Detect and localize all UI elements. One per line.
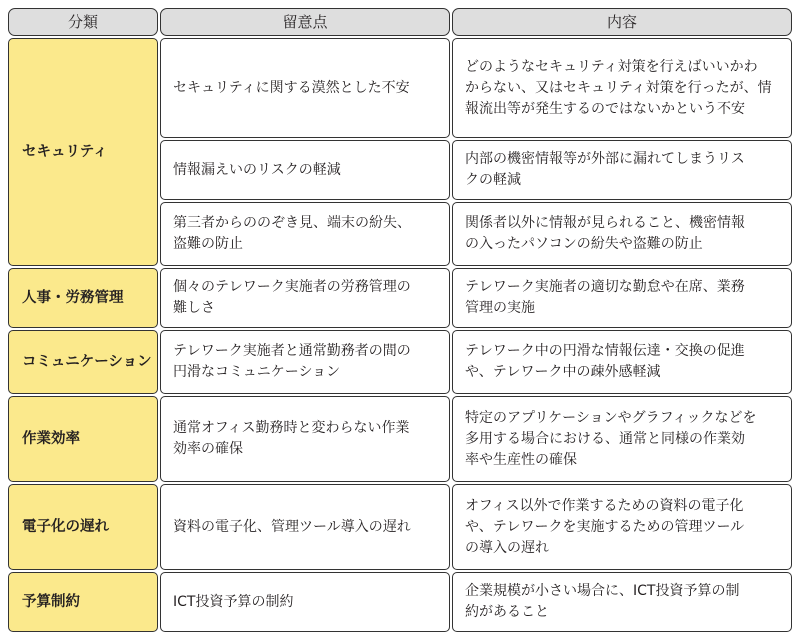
category-security: セキュリティ	[8, 38, 158, 266]
header-category: 分類	[8, 8, 158, 36]
details-cell: オフィス以外で作業するための資料の電子化 や、テレワークを実施するための管理ツール の導入の遅れ	[452, 484, 792, 570]
concern-cell: テレワーク実施者と通常勤務者の間の 円滑なコミュニケーション	[160, 330, 450, 394]
details-cell: どのようなセキュリティ対策を行えばいいかわ からない、又はセキュリティ対策を行ったが、情 報流出等が発生するのではないかという不安	[452, 38, 792, 138]
details-cell: テレワーク中の円滑な情報伝達・交換の促進 や、テレワーク中の疎外感軽減	[452, 330, 792, 394]
concern-cell: 通常オフィス勤務時と変わらない作業 効率の確保	[160, 396, 450, 482]
issues-table	[8, 8, 792, 632]
concern-cell: 情報漏えいのリスクの軽減	[160, 140, 450, 200]
header-details: 内容	[452, 8, 792, 36]
concern-cell: 個々のテレワーク実施者の労務管理の 難しさ	[160, 268, 450, 328]
concern-cell: 第三者からののぞき見、端末の紛失、 盗難の防止	[160, 202, 450, 266]
concern-cell: 資料の電子化、管理ツール導入の遅れ	[160, 484, 450, 570]
category-communication: コミュニケーション	[8, 330, 158, 394]
details-cell: テレワーク実施者の適切な勤怠や在席、業務 管理の実施	[452, 268, 792, 328]
details-cell: 内部の機密情報等が外部に漏れてしまうリス クの軽減	[452, 140, 792, 200]
concern-cell: ICT投資予算の制約	[160, 572, 450, 632]
category-budget-constraints: 予算制約	[8, 572, 158, 632]
details-cell: 企業規模が小さい場合に、ICT投資予算の制 約があること	[452, 572, 792, 632]
details-cell: 特定のアプリケーションやグラフィックなどを 多用する場合における、通常と同様の作業効 率や生産性の確保	[452, 396, 792, 482]
header-concern: 留意点	[160, 8, 450, 36]
concern-cell: セキュリティに関する漠然とした不安	[160, 38, 450, 138]
category-work-efficiency: 作業効率	[8, 396, 158, 482]
category-hr-labor: 人事・労務管理	[8, 268, 158, 328]
category-digitization-delay: 電子化の遅れ	[8, 484, 158, 570]
details-cell: 関係者以外に情報が見られること、機密情報 の入ったパソコンの紛失や盗難の防止	[452, 202, 792, 266]
